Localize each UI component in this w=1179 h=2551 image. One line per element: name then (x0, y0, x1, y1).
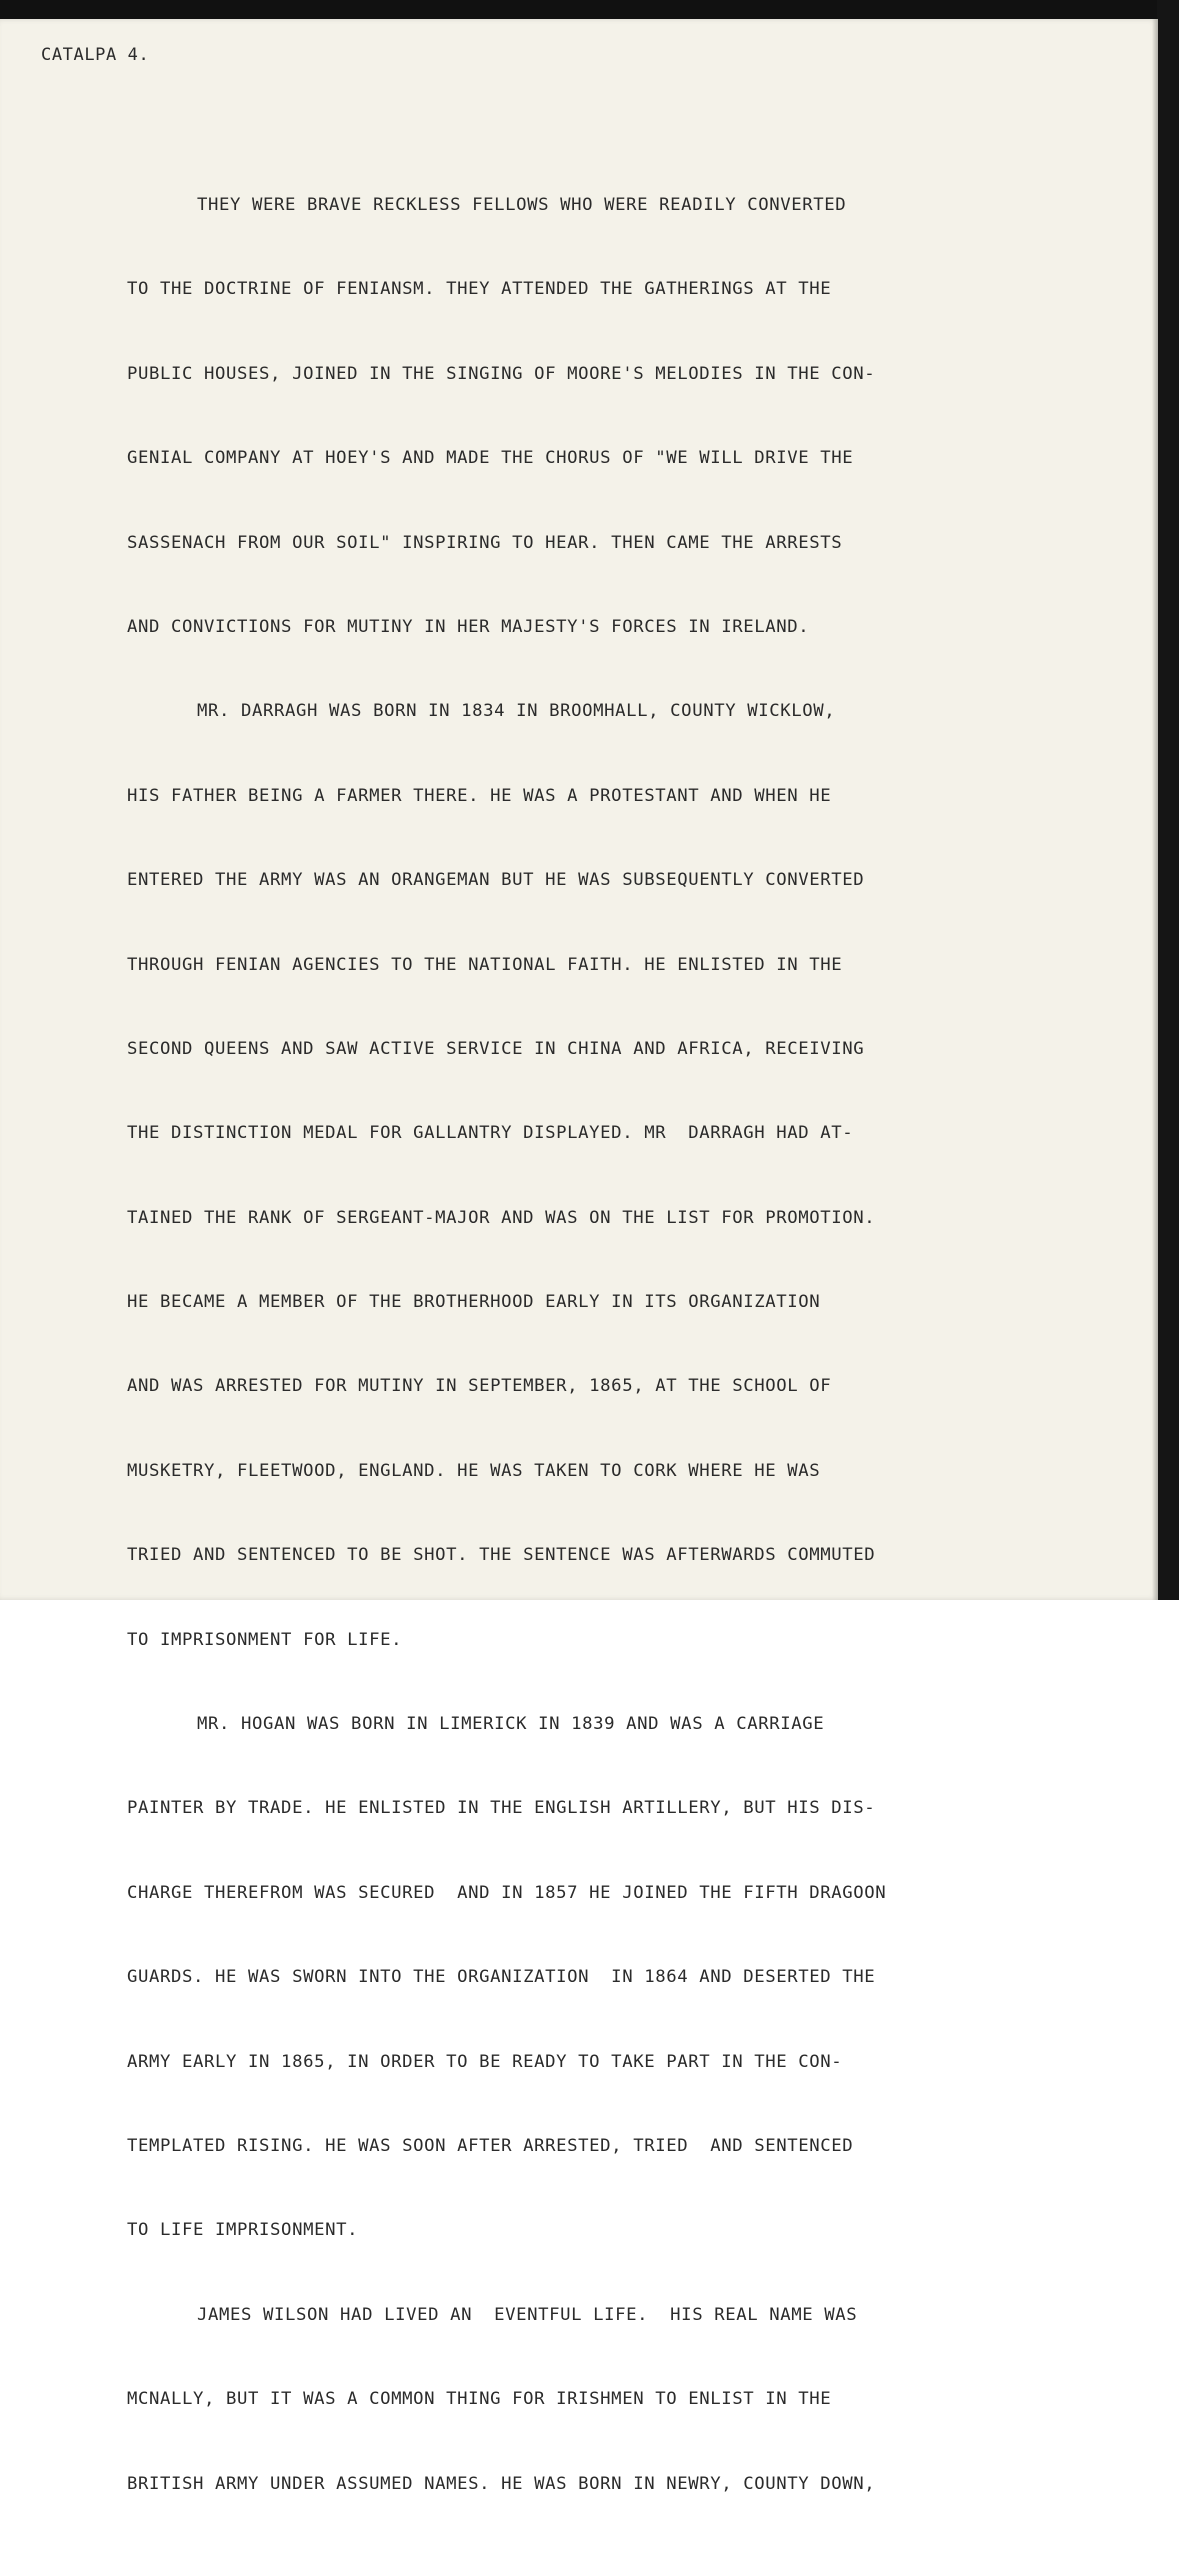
text-line: ARMY EARLY IN 1865, IN ORDER TO BE READY TO TAKE PART IN THE CON- (127, 2051, 843, 2072)
text-line: TO IMPRISONMENT FOR LIFE. (127, 1629, 403, 1650)
text-line: MR. DARRAGH WAS BORN IN 1834 IN BROOMHALL, COUNTY WICKLOW, (197, 701, 836, 722)
text-line: BRITISH ARMY UNDER ASSUMED NAMES. HE WAS BORN IN NEWRY, COUNTY DOWN, (127, 2473, 876, 2494)
text-line: THROUGH FENIAN AGENCIES TO THE NATIONAL FAITH. HE ENLISTED IN THE (127, 954, 843, 975)
text-line: AND CONVICTIONS FOR MUTINY IN HER MAJESTY'S FORCES IN IRELAND. (127, 616, 810, 637)
text-line: THEY WERE BRAVE RECKLESS FELLOWS WHO WERE READILY CONVERTED (197, 195, 847, 215)
text-line: JAMES WILSON HAD LIVED AN EVENTFUL LIFE. HIS REAL NAME WAS (197, 2304, 858, 2325)
page-heading: CATALPA 4. (41, 45, 150, 65)
text-line: TAINED THE RANK OF SERGEANT-MAJOR AND WAS ON THE LIST FOR PROMOTION. (127, 1207, 876, 1228)
text-line: TO THE DOCTRINE OF FENIANSM. THEY ATTENDED THE GATHERINGS AT THE (127, 279, 832, 300)
text-line: HIS FATHER BEING A FARMER THERE. HE WAS A PROTESTANT AND WHEN HE (127, 785, 832, 806)
scanner-border-right (1157, 0, 1179, 1600)
text-line: PAINTER BY TRADE. HE ENLISTED IN THE ENGLISH ARTILLERY, BUT HIS DIS- (127, 1798, 876, 1819)
text-line: THE DISTINCTION MEDAL FOR GALLANTRY DISPLAYED. MR DARRAGH HAD AT- (127, 1123, 854, 1144)
text-line: TO LIFE IMPRISONMENT. (127, 2220, 359, 2241)
text-line: MCNALLY, BUT IT WAS A COMMON THING FOR IRISHMEN TO ENLIST IN THE (127, 2389, 832, 2410)
text-line: GUARDS. HE WAS SWORN INTO THE ORGANIZATION IN 1864 AND DESERTED THE (127, 1967, 876, 1988)
text-line: SASSENACH FROM OUR SOIL" INSPIRING TO HEAR. THEN CAME THE ARRESTS (127, 532, 843, 553)
text-line: CHARGE THEREFROM WAS SECURED AND IN 1857 HE JOINED THE FIFTH DRAGOON (127, 1882, 887, 1903)
text-line: HE BECAME A MEMBER OF THE BROTHERHOOD EARLY IN ITS ORGANIZATION (127, 1292, 821, 1313)
text-line: MUSKETRY, FLEETWOOD, ENGLAND. HE WAS TAKEN TO CORK WHERE HE WAS (127, 1460, 821, 1481)
scanner-border-top (0, 0, 1179, 20)
body-text (127, 150, 1127, 2551)
text-line: PUBLIC HOUSES, JOINED IN THE SINGING OF MOORE'S MELODIES IN THE CON- (127, 363, 876, 384)
text-line: TRIED AND SENTENCED TO BE SHOT. THE SENTENCE WAS AFTERWARDS COMMUTED (127, 1545, 876, 1566)
text-line: SECOND QUEENS AND SAW ACTIVE SERVICE IN CHINA AND AFRICA, RECEIVING (127, 1038, 865, 1059)
text-line: ENTERED THE ARMY WAS AN ORANGEMAN BUT HE WAS SUBSEQUENTLY CONVERTED (127, 870, 865, 891)
text-line: MR. HOGAN WAS BORN IN LIMERICK IN 1839 AND WAS A CARRIAGE (197, 1714, 825, 1735)
text-line: GENIAL COMPANY AT HOEY'S AND MADE THE CHORUS OF "WE WILL DRIVE THE (127, 448, 854, 469)
page-edge-shadow (1152, 19, 1158, 1600)
text-line: TEMPLATED RISING. HE WAS SOON AFTER ARRESTED, TRIED AND SENTENCED (127, 2135, 854, 2156)
text-line: AND WAS ARRESTED FOR MUTINY IN SEPTEMBER, 1865, AT THE SCHOOL OF (127, 1376, 832, 1397)
